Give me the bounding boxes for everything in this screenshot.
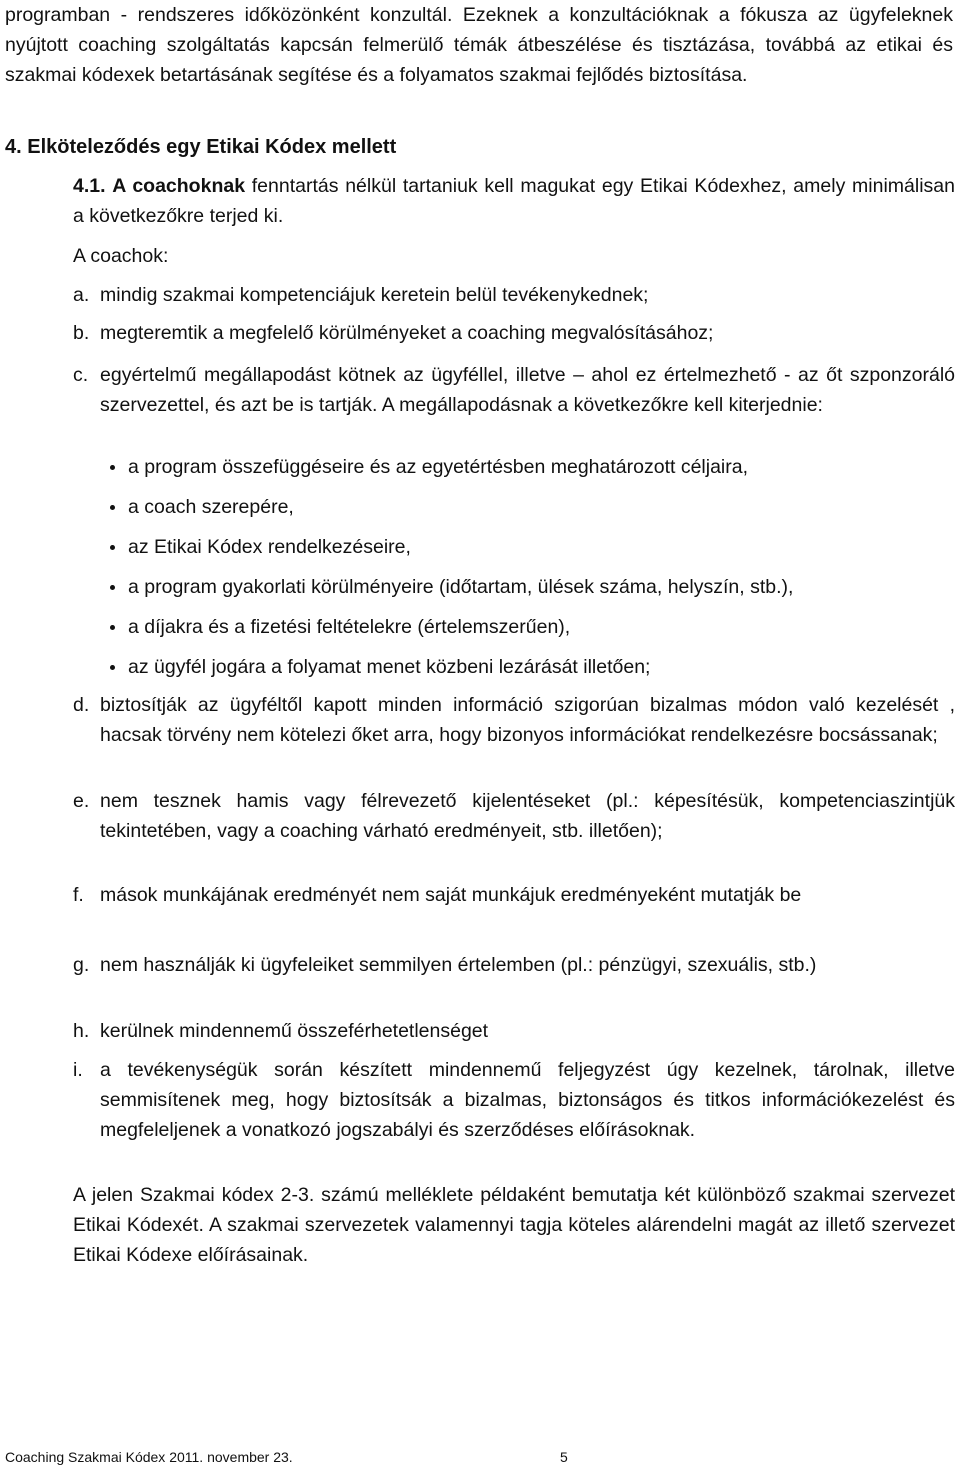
list-marker: h. <box>73 1020 90 1042</box>
bullet-item: az Etikai Kódex rendelkezéseire, <box>110 532 950 572</box>
list-item-h <box>73 1016 955 1046</box>
bullet-icon <box>110 505 115 510</box>
list-item-e <box>73 786 955 846</box>
list-item-text: a tevékenységük során készített mindennemű feljegyzést úgy kezelnek, tárolnak, illetve semmisítenek meg, hogy biztosítsák a bizalmas, biztonságos és titkos információkezelést és megfeleljenek a vonatkozó jogszabályi és szerződéses előírásoknak. <box>100 1059 955 1141</box>
list-item-b <box>73 318 955 348</box>
list-marker: f. <box>73 884 84 906</box>
intro-paragraph: programban - rendszeres időközönként konzultál. Ezeknek a konzultációknak a fókusza az ügyfeleknek nyújtott coaching szolgáltatás kapcsán felmerülő témák átbeszélése és tisztázása, továbbá az etikai és szakmai kódexek betartásának segítése és a folyamatos szakmai fejlődés biztosítása. <box>5 4 953 86</box>
list-item-text: mindig szakmai kompetenciájuk keretein belül tevékenykednek; <box>100 284 649 306</box>
list-marker: c. <box>73 364 89 386</box>
bullet-icon <box>110 665 115 670</box>
subsection-subject: A coachoknak <box>112 175 246 197</box>
list-marker: e. <box>73 790 90 812</box>
list-item-text: mások munkájának eredményét nem saját munkájuk eredményeként mutatják be <box>100 884 802 906</box>
bullet-icon <box>110 465 115 470</box>
subsection-number: 4.1. <box>73 175 106 197</box>
list-item-a <box>73 280 955 310</box>
page-number: 5 <box>560 1449 568 1465</box>
list-item-text: nem tesznek hamis vagy félrevezető kijelentéseket (pl.: képesítésük, kompetenciaszintjük tekintetében, vagy a coaching várható eredményeit, stb. illetően); <box>100 790 955 842</box>
list-item-text: biztosítják az ügyféltől kapott minden információ szigorúan bizalmas módon való kezelését , hacsak törvény nem kötelezi őket arra, hogy bizonyos információkat rendelkezésre bocsássanak; <box>100 694 955 746</box>
agreement-bullet-list <box>110 452 950 692</box>
list-item-text: megteremtik a megfelelő körülményeket a coaching megvalósításához; <box>100 322 714 344</box>
bullet-item: a program gyakorlati körülményeire (időtartam, ülések száma, helyszín, stb.), <box>110 572 950 612</box>
list-marker: a. <box>73 284 90 306</box>
list-item-text: egyértelmű megállapodást kötnek az ügyféllel, illetve – ahol ez értelmezhető - az őt szponzoráló szervezettel, és azt be is tartják. A megállapodásnak a következőkre kell kiterjednie: <box>100 364 955 416</box>
bullet-icon <box>110 585 115 590</box>
list-item-text: kerülnek mindennemű összeférhetetlenséget <box>100 1020 489 1042</box>
list-item-i <box>73 1055 955 1145</box>
list-item-f <box>73 880 955 910</box>
list-marker: g. <box>73 954 90 976</box>
bullet-item: a díjakra és a fizetési feltételekre (értelemszerűen), <box>110 612 950 652</box>
footer-title: Coaching Szakmai Kódex 2011. november 23. <box>5 1449 293 1465</box>
bullet-item: a coach szerepére, <box>110 492 950 532</box>
list-item-d <box>73 690 955 750</box>
list-item-g <box>73 950 955 980</box>
section-heading: 4. Elköteleződés egy Etikai Kódex mellett <box>5 136 397 158</box>
bullet-item: az ügyfél jogára a folyamat menet közbeni lezárását illetően; <box>110 652 950 692</box>
bullet-icon <box>110 625 115 630</box>
subsection-paragraph <box>73 171 955 231</box>
list-item-c <box>73 360 955 420</box>
subsection-text: fenntartás nélkül tartaniuk kell magukat egy Etikai Kódexhez, amely minimálisan a következőkre terjed ki. <box>73 175 955 227</box>
coachok-label: A coachok: <box>73 245 169 267</box>
list-marker: i. <box>73 1059 83 1081</box>
bullet-icon <box>110 545 115 550</box>
bullet-item: a program összefüggéseire és az egyetértésben meghatározott céljaira, <box>110 452 950 492</box>
closing-paragraph: A jelen Szakmai kódex 2-3. számú melléklete példaként bemutatja két különböző szakmai szervezet Etikai Kódexét. A szakmai szervezetek valamennyi tagja köteles alárendelni magát az illető szervezet Etikai Kódexe előírásainak. <box>73 1184 955 1266</box>
list-marker: d. <box>73 694 90 716</box>
list-item-text: nem használják ki ügyfeleiket semmilyen értelemben (pl.: pénzügyi, szexuális, stb.) <box>100 954 817 976</box>
list-marker: b. <box>73 322 90 344</box>
